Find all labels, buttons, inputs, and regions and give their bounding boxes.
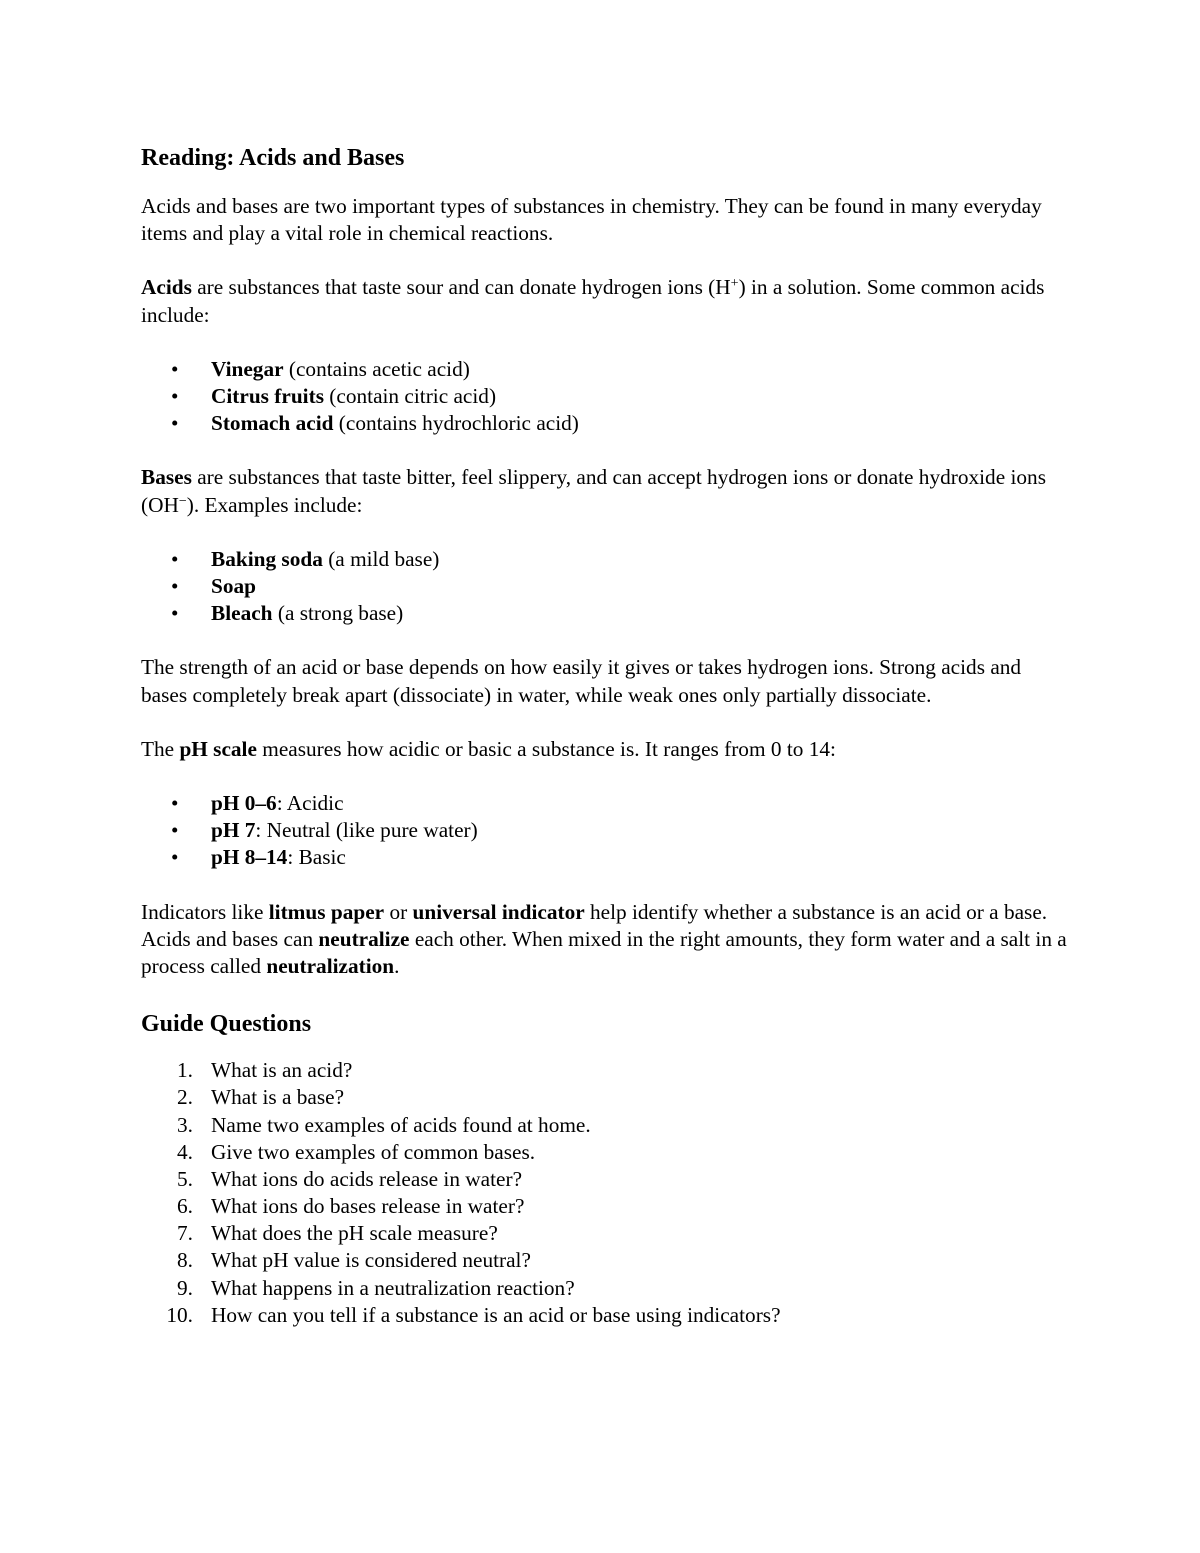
question-text: What pH value is considered neutral? (211, 1248, 531, 1273)
question-number: 9. (177, 1275, 193, 1300)
questions-title: Guide Questions (141, 1011, 312, 1038)
ind-text-5: . (394, 953, 400, 978)
example-name: Stomach acid (211, 411, 334, 436)
bullet-icon: • (171, 546, 179, 571)
bases-superscript: − (178, 493, 187, 509)
example-note: (contain citric acid) (323, 384, 497, 408)
acids-paragraph (141, 274, 1071, 328)
example-name: Soap (211, 573, 256, 598)
range-name: pH 7 (211, 818, 256, 843)
question-text: What ions do acids release in water? (211, 1166, 523, 1191)
bullet-icon: • (171, 845, 179, 870)
question-number: 5. (177, 1166, 193, 1191)
document-page (141, 138, 1071, 1329)
ph-text-1: The (141, 736, 180, 761)
ind-term-neutralize: neutralize (318, 926, 410, 951)
ind-term-universal: universal indicator (412, 899, 585, 924)
bullet-icon: • (171, 818, 179, 843)
intro-paragraph: Acids and bases are two important types of substances in chemistry. They can be found in many everyday items and play a vital role in chemical reactions. (141, 194, 1042, 246)
example-note: (contains hydrochloric acid) (333, 411, 579, 436)
bases-text-1: are substances that taste bitter, feel slippery, and can accept hydrogen ions or donate hydroxide ions (OH (141, 465, 1046, 517)
range-note: : Acidic (276, 790, 344, 815)
bullet-icon: • (171, 384, 179, 408)
bullet-icon: • (171, 573, 179, 598)
acids-text-1: are substances that taste sour and can donate hydrogen ions (H (191, 275, 731, 300)
ph-paragraph (141, 736, 1071, 763)
question-item (141, 1112, 1071, 1139)
example-note: (a strong base) (272, 601, 404, 626)
ind-text-2: or (384, 899, 413, 924)
questions-list (141, 1057, 1071, 1329)
question-number: 3. (177, 1112, 193, 1137)
question-item (141, 1084, 1071, 1111)
list-item (141, 410, 1071, 437)
ind-text-3: help identify whether a substance is an acid or a base. Acids and bases can (141, 899, 1048, 951)
question-item (141, 1275, 1071, 1302)
question-number: 10. (166, 1302, 193, 1327)
bases-term: Bases (141, 465, 192, 490)
example-name: Citrus fruits (211, 384, 324, 408)
list-item (141, 790, 1071, 817)
question-item (141, 1220, 1071, 1247)
bullet-icon: • (171, 601, 179, 626)
base-examples-list (141, 546, 1071, 628)
question-text: What happens in a neutralization reaction? (211, 1275, 575, 1300)
ind-text-4: each other. When mixed in the right amounts, they form water and a salt in a process called (141, 926, 1067, 978)
question-item (141, 1247, 1071, 1274)
acid-examples-list (141, 356, 1071, 438)
list-item (141, 573, 1071, 600)
example-note: (a mild base) (322, 546, 440, 571)
question-number: 6. (177, 1194, 193, 1219)
question-item (141, 1193, 1071, 1220)
question-text: What is a base? (211, 1085, 345, 1110)
list-item (141, 844, 1071, 871)
list-item (141, 817, 1071, 844)
question-number: 7. (177, 1221, 193, 1246)
list-item (141, 600, 1071, 627)
ind-term-neutralization: neutralization (266, 953, 395, 978)
question-text: What ions do bases release in water? (211, 1194, 525, 1219)
ph-ranges-list (141, 790, 1071, 872)
strength-paragraph: The strength of an acid or base depends on how easily it gives or takes hydrogen ions. Strong acids and bases completely break apart (dissociate) in water, while weak ones only partially dissociate. (141, 655, 1022, 707)
bullet-icon: • (171, 411, 179, 436)
question-item (141, 1166, 1071, 1193)
question-text: What is an acid? (211, 1058, 353, 1083)
list-item (141, 546, 1071, 573)
question-number: 4. (177, 1139, 193, 1164)
question-item (141, 1057, 1071, 1084)
question-item (141, 1302, 1071, 1329)
bullet-icon: • (171, 356, 179, 381)
question-number: 1. (177, 1058, 193, 1083)
acids-superscript: + (730, 276, 739, 292)
question-number: 8. (177, 1248, 193, 1273)
ind-term-litmus: litmus paper (268, 899, 385, 924)
acids-term: Acids (141, 275, 192, 300)
question-number: 2. (177, 1085, 193, 1110)
list-item (141, 383, 1071, 410)
range-name: pH 8–14 (211, 845, 288, 870)
question-text: How can you tell if a substance is an acid or base using indicators? (211, 1302, 781, 1327)
ind-text-1: Indicators like (141, 899, 269, 924)
bases-paragraph (141, 464, 1071, 518)
range-name: pH 0–6 (211, 790, 277, 815)
example-name: Vinegar (211, 356, 284, 381)
ph-text-2: measures how acidic or basic a substance is. It ranges from 0 to 14: (256, 736, 836, 761)
ph-term: pH scale (179, 736, 257, 761)
question-text: What does the pH scale measure? (211, 1221, 498, 1246)
example-name: Bleach (211, 601, 273, 626)
range-note: : Basic (287, 845, 346, 870)
question-text: Give two examples of common bases. (211, 1139, 536, 1164)
indicators-paragraph (141, 899, 1071, 981)
reading-title: Reading: Acids and Bases (141, 145, 405, 171)
bullet-icon: • (171, 790, 179, 815)
bases-text-2: ). Examples include: (186, 492, 363, 517)
example-name: Baking soda (211, 546, 323, 571)
acids-text-2: ) in a solution. Some common acids include: (141, 275, 1045, 327)
question-text: Name two examples of acids found at home. (211, 1112, 591, 1137)
question-item (141, 1139, 1071, 1166)
example-note: (contains acetic acid) (283, 356, 470, 381)
range-note: : Neutral (like pure water) (255, 818, 478, 843)
list-item (141, 356, 1071, 383)
